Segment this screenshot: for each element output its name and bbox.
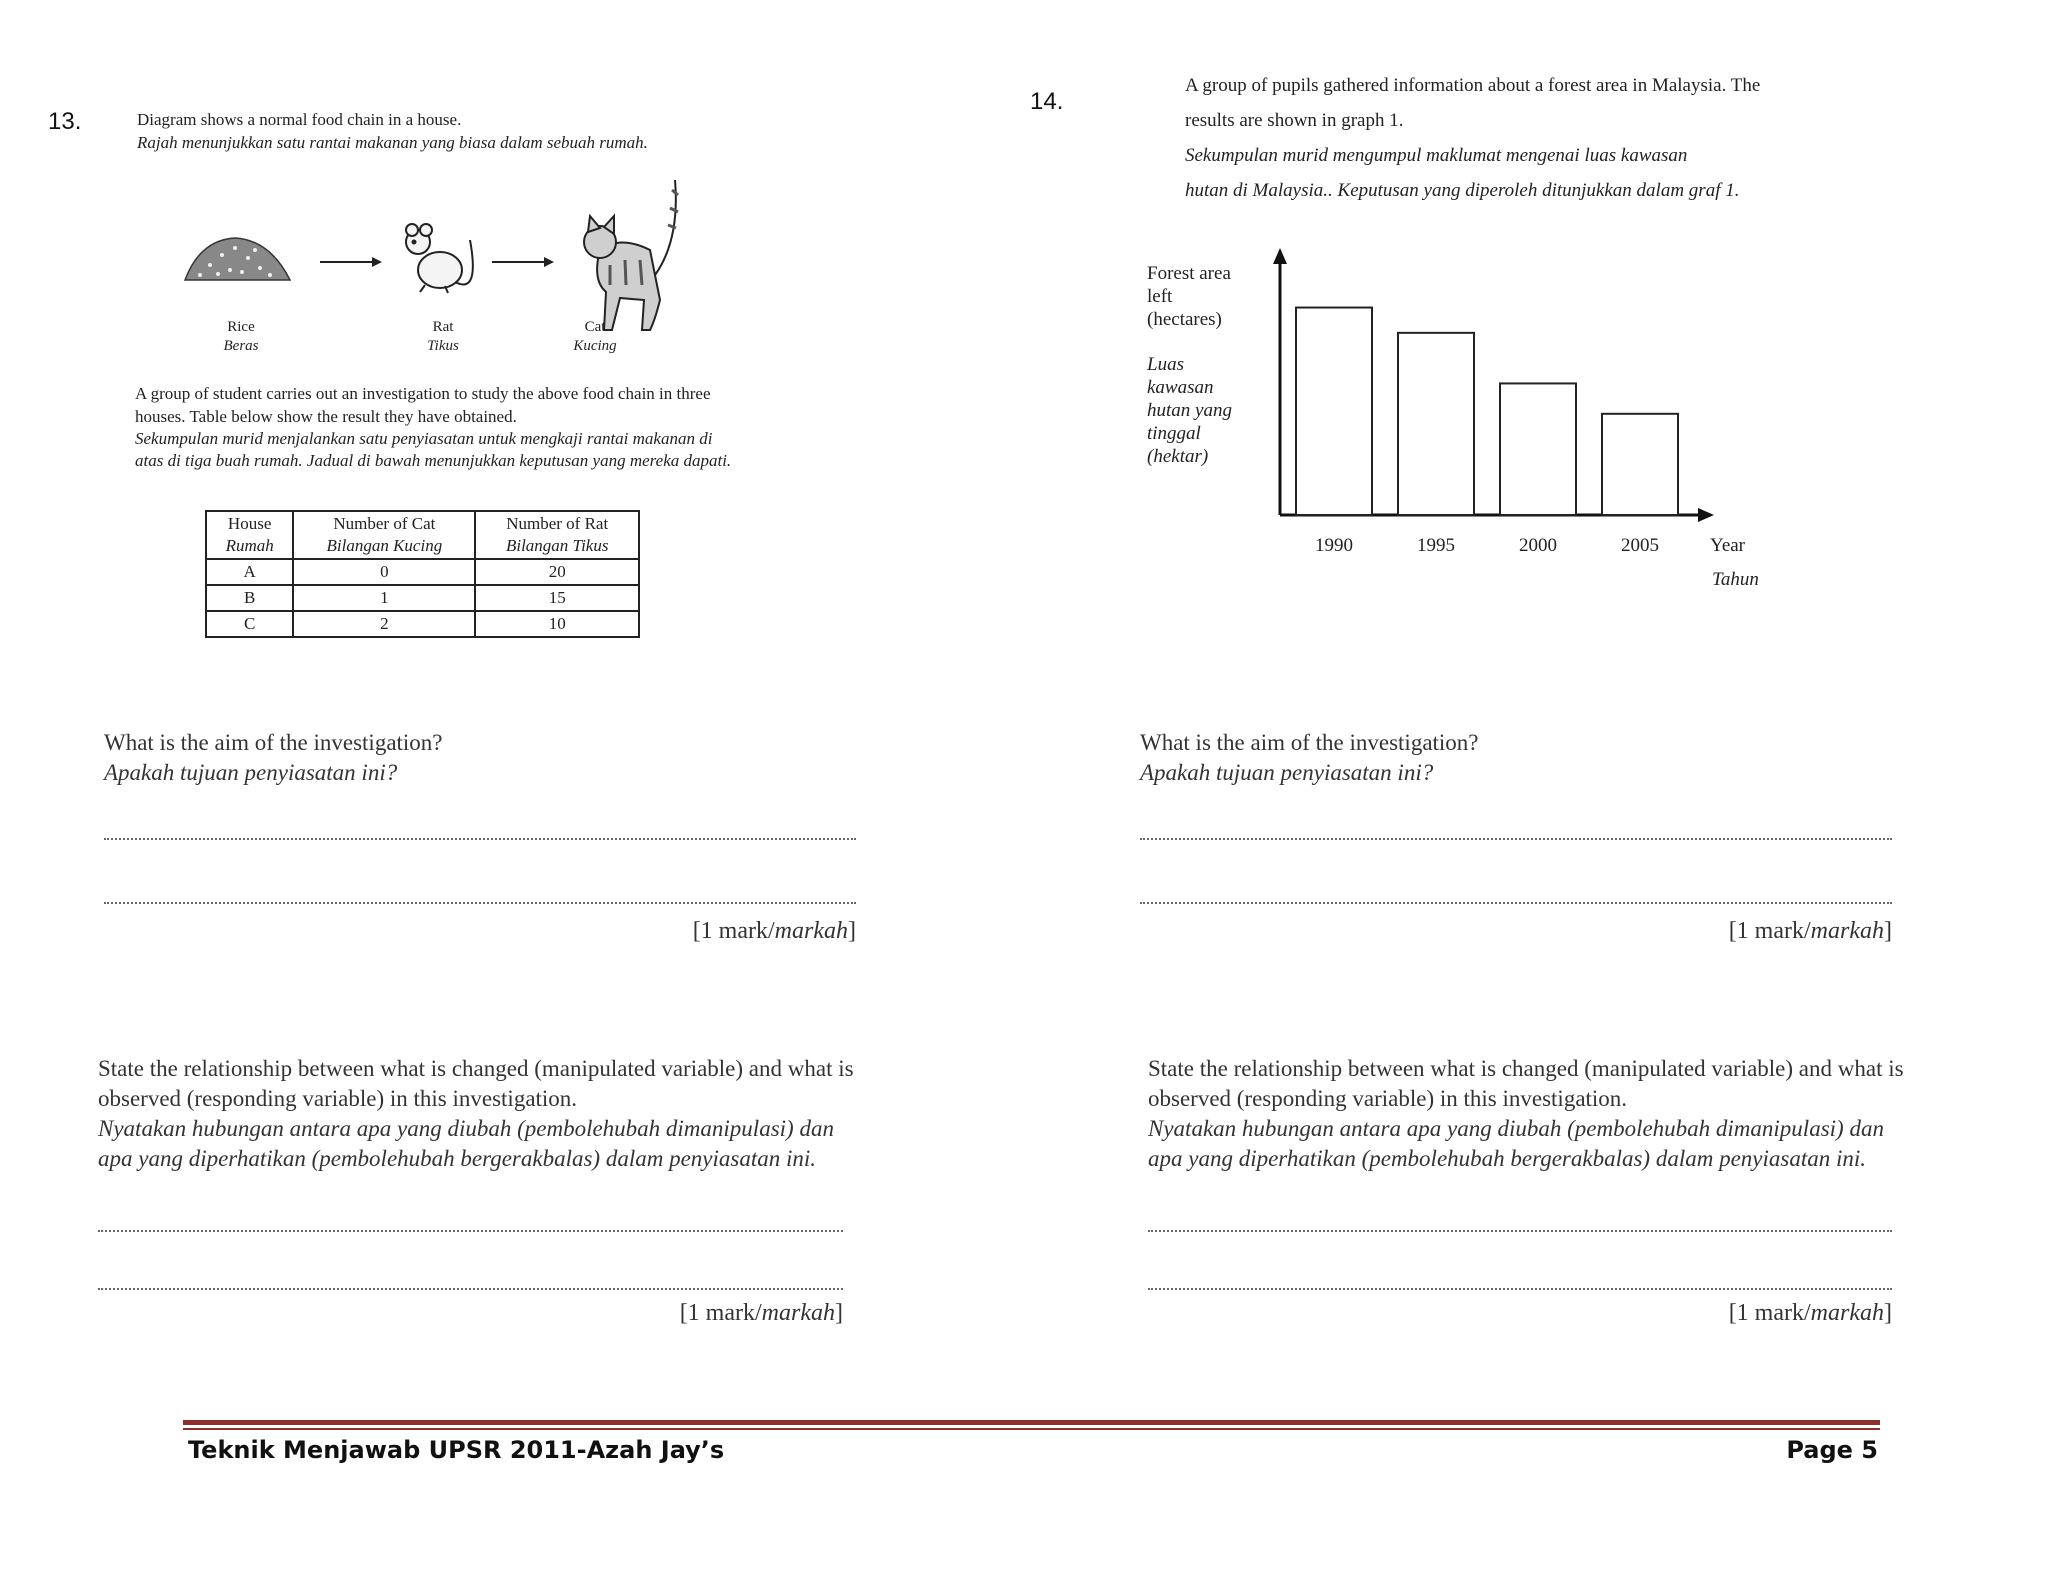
table-cell: C [206,611,293,637]
chart-tick-labels [1315,535,1759,590]
chain-label-ms: Beras [223,338,259,354]
q13-aim-answer-line-1[interactable] [104,838,856,840]
chart-bar [1296,308,1372,515]
q14-mark-1: [1 mark/markah] [1728,918,1892,944]
x-axis-label-ms: Tahun [1712,569,1759,590]
x-tick-label: 2005 [1621,535,1659,556]
q14-intro-ms-1: Sekumpulan murid mengumpul maklumat mengenai luas kawasan [1185,145,1688,166]
q14-intro [1185,68,1760,208]
q14-mark-2: [1 mark/markah] [1728,1300,1892,1326]
chain-label-cat [550,318,640,356]
x-axis-arrow [1698,508,1714,522]
question-14-number: 14. [1030,88,1064,115]
table-cell: 2 [293,611,475,637]
footer-rule-thick [183,1420,1880,1425]
table-cell: 0 [293,559,475,585]
q13-relationship-ms: Nyatakan hubungan antara apa yang diubah (pembolehubah dimanipulasi) dan apa yang diperhatikan (pembolehubah bergerakbalas) dalam penyiasatan ini. [98,1116,834,1171]
q14-aim-answer-line-1[interactable] [1140,838,1892,840]
chain-label-ms: Kucing [573,338,617,354]
q13-para-en-2: houses. Table below show the result they have obtained. [135,407,517,426]
q14-intro-en-2: results are shown in graph 1. [1185,110,1404,131]
chain-label-en: Rat [432,319,454,335]
q14-relationship-answer-line-2[interactable] [1148,1288,1892,1290]
chain-label-en: Cat [584,319,606,335]
q13-relationship-answer-line-1[interactable] [98,1230,843,1232]
table-header-row [206,511,639,559]
q14-relationship-ms: Nyatakan hubungan antara apa yang diubah (pembolehubah dimanipulasi) dan apa yang diperhatikan (pembolehubah bergerakbalas) dalam penyiasatan ini. [1148,1116,1884,1171]
table-cell: 1 [293,585,475,611]
chart-bar [1602,414,1678,515]
chart-bar [1398,333,1474,515]
q13-relationship-en: State the relationship between what is changed (manipulated variable) and what is observed (responding variable) in this investigation. [98,1056,854,1111]
table-header-cell: Number of Rat Bilangan Tikus [475,511,639,559]
table-row [206,611,639,637]
rice-icon [185,238,290,280]
table-cell: 15 [475,585,639,611]
table-cell: A [206,559,293,585]
q14-aim-answer-line-2[interactable] [1140,902,1892,904]
cat-icon [584,180,678,330]
chain-label-en: Rice [227,319,255,335]
q13-mark-2: [1 mark/markah] [679,1300,843,1326]
q13-para-en-1: A group of student carries out an investigation to study the above food chain in three [135,384,711,403]
chain-label-rice [196,318,286,356]
x-tick-label: 2000 [1519,535,1557,556]
q14-aim-question-en: What is the aim of the investigation? [1140,730,1479,755]
arrow-icon [320,257,382,267]
chain-label-ms: Tikus [427,338,459,354]
table-row [206,559,639,585]
table-header-cell: House Rumah [206,511,293,559]
chart-ylabel-ms: Luas kawasan hutan yang tinggal (hektar) [1147,354,1232,467]
q14-relationship-answer-line-1[interactable] [1148,1230,1892,1232]
arrow-icon [492,257,554,267]
table-cell: 20 [475,559,639,585]
footer-page-number: Page 5 [1786,1436,1878,1464]
q14-relationship-en: State the relationship between what is changed (manipulated variable) and what is observed (responding variable) in this investigation. [1148,1056,1904,1111]
forest-area-chart [1270,240,1759,600]
q14-intro-ms-2: hutan di Malaysia.. Keputusan yang diperoleh ditunjukkan dalam graf 1. [1185,180,1740,201]
table-cell: B [206,585,293,611]
q13-aim-question-en: What is the aim of the investigation? [104,730,443,755]
footer-rule-thin [183,1428,1880,1430]
table-cell: 10 [475,611,639,637]
q13-intro-en: Diagram shows a normal food chain in a house. [137,110,462,129]
q13-aim-answer-line-2[interactable] [104,902,856,904]
x-tick-label: 1995 [1417,535,1455,556]
q13-mark-1: [1 mark/markah] [692,918,856,944]
table-row [206,585,639,611]
table-header-cell: Number of Cat Bilangan Kucing [293,511,475,559]
chart-bars [1296,308,1678,515]
question-13-number: 13. [48,108,82,135]
y-axis-arrow [1273,248,1287,264]
rat-icon [406,224,473,293]
q13-para-ms-1: Sekumpulan murid menjalankan satu penyiasatan untuk mengkaji rantai makanan di [135,429,713,448]
results-table [205,510,640,638]
q13-relationship-answer-line-2[interactable] [98,1288,843,1290]
footer-title: Teknik Menjawab UPSR 2011-Azah Jay’s [188,1436,725,1464]
x-tick-label: 1990 [1315,535,1353,556]
q13-para-ms-2: atas di tiga buah rumah. Jadual di bawah menunjukkan keputusan yang mereka dapati. [135,451,732,470]
q13-paragraph [135,382,731,472]
q14-aim-question-ms: Apakah tujuan penyiasatan ini? [1140,760,1434,785]
q13-aim-question-ms: Apakah tujuan penyiasatan ini? [104,760,398,785]
x-axis-label: Year [1710,535,1746,556]
q13-intro-ms: Rajah menunjukkan satu rantai makanan yang biasa dalam sebuah rumah. [137,133,648,152]
chart-bar [1500,383,1576,515]
chain-label-rat [398,318,488,356]
q14-intro-en-1: A group of pupils gathered information about a forest area in Malaysia. The [1185,75,1761,96]
chart-ylabel: Forest area left (hectares) [1147,263,1231,330]
